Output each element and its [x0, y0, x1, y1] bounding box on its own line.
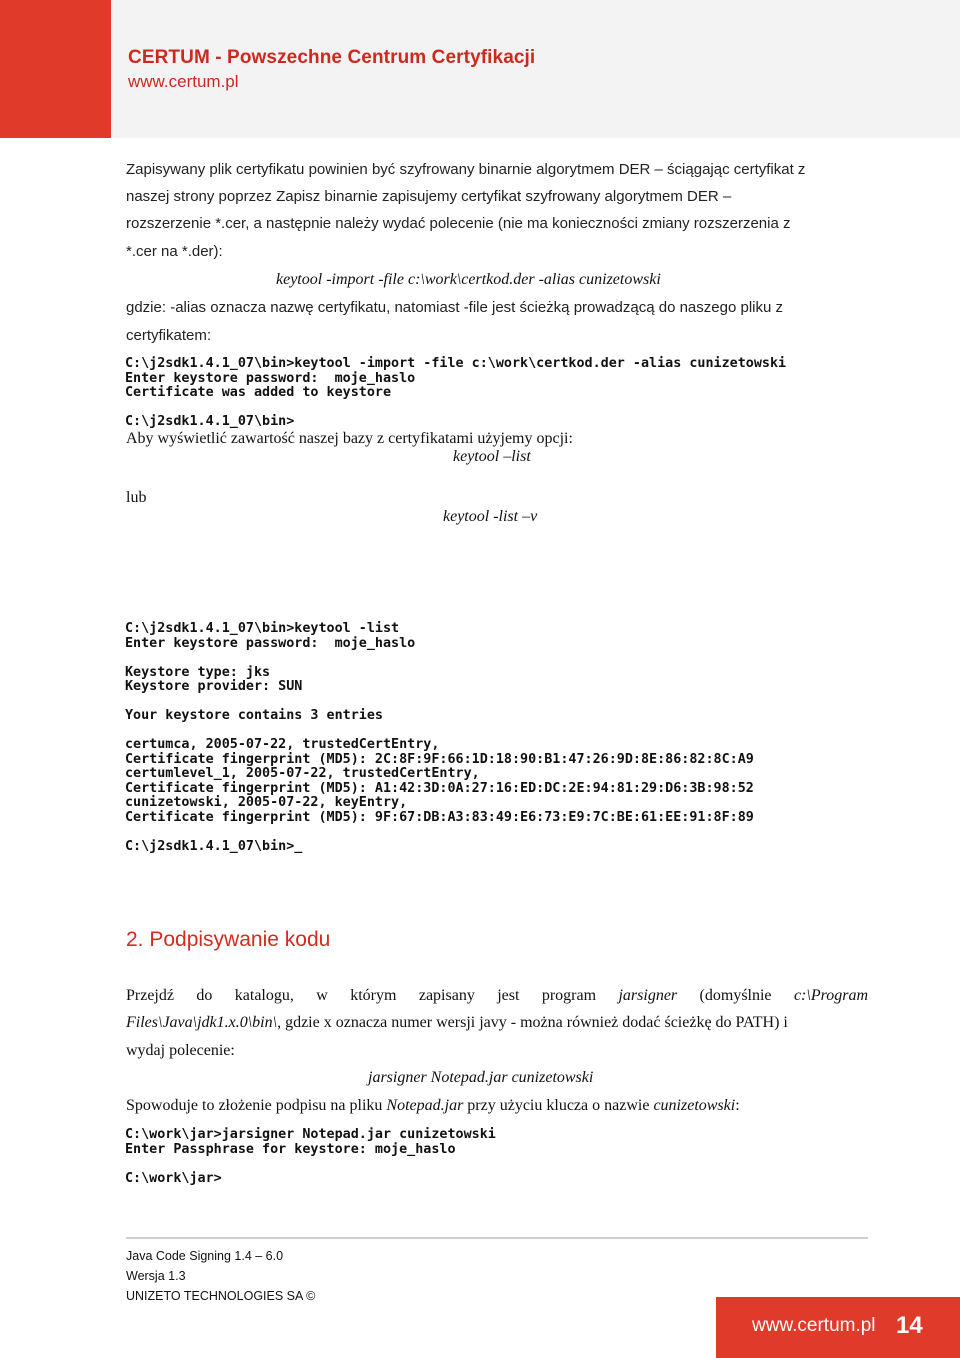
section2-line-3: wydaj polecenie: — [126, 1042, 235, 1059]
intro-line-1: Zapisywany plik certyfikatu powinien być szyfrowany binarnie algorytmem DER – ściągając certyfikat z — [126, 161, 806, 178]
console-line — [125, 651, 870, 666]
page-number: 14 — [896, 1312, 923, 1339]
text-run: Przejdź do katalogu, w którym zapisany jest program — [126, 987, 619, 1004]
header-band — [111, 0, 960, 138]
default-path-cont: Files\Java\jdk1.x.0\bin\ — [126, 1014, 278, 1031]
footer-url: www.certum.pl — [752, 1315, 876, 1336]
console-line: Certificate fingerprint (MD5): A1:42:3D:0A:27:16:ED:DC:2E:94:81:29:D6:3B:98:52 — [125, 780, 754, 796]
console-line: C:\work\jar> — [125, 1170, 222, 1186]
footer-company: UNIZETO TECHNOLOGIES SA © — [126, 1289, 316, 1303]
console-line: Certificate was added to keystore — [125, 385, 392, 400]
console-line: Enter keystore password: moje_haslo — [125, 635, 416, 651]
footer-doc-title: Java Code Signing 1.4 – 6.0 — [126, 1249, 284, 1263]
or-label: lub — [126, 489, 147, 506]
console-import-output — [125, 357, 870, 430]
console-line — [125, 724, 870, 739]
console-line: cunizetowski, 2005-07-22, keyEntry, — [125, 795, 408, 810]
console-line: Certificate fingerprint (MD5): 9F:67:DB:A3:83:49:E6:73:E9:7C:BE:61:EE:91:8F:89 — [125, 809, 754, 825]
text-run: Spowoduje to złożenie podpisu na pliku — [126, 1097, 387, 1114]
command-import: keytool -import -file c:\work\certkod.der -alias cunizetowski — [276, 271, 661, 288]
text-run: (domyślnie — [677, 987, 794, 1004]
console-line: Your keystore contains 3 entries — [125, 708, 383, 723]
console-line: C:\j2sdk1.4.1_07\bin>keytool -list — [125, 621, 400, 636]
console-line: Enter keystore password: moje_haslo — [125, 370, 416, 386]
console-line: Keystore provider: SUN — [125, 679, 303, 694]
command-list-verbose: keytool -list –v — [443, 508, 538, 525]
section-heading: 2. Podpisywanie kodu — [126, 928, 331, 951]
console-line: C:\j2sdk1.4.1_07\bin>keytool -import -file c:\work\certkod.der -alias cunizetowski — [125, 356, 787, 371]
brand-title: CERTUM - Powszechne Centrum Certyfikacji — [128, 47, 536, 68]
section2-text — [126, 987, 868, 1005]
intro-line-3: rozszerzenie *.cer, a następnie należy wydać polecenie (nie ma konieczności zmiany rozszerzenia z — [126, 215, 791, 232]
intro-line-4: *.cer na *.der): — [126, 243, 223, 260]
section2-line-2 — [126, 1014, 788, 1032]
console-line: Enter Passphrase for keystore: moje_haslo — [125, 1141, 456, 1157]
console-line — [125, 695, 870, 710]
default-path: c:\Program — [793, 987, 868, 1004]
console-line — [125, 401, 870, 416]
text-run: , gdzie x oznacza numer wersji javy - można również dodać ścieżkę do PATH) i — [277, 1014, 788, 1031]
explain-line-1: gdzie: -alias oznacza nazwę certyfikatu, natomiast -file jest ścieżką prowadzącą do naszego pliku z — [126, 299, 783, 316]
text-run: : — [735, 1097, 740, 1114]
intro-line-2: naszej strony poprzez Zapisz binarnie zapisujemy certyfikat szyfrowany algorytmem DER – — [126, 188, 732, 205]
console-line: Keystore type: jks — [125, 664, 271, 680]
explain-line-2: certyfikatem: — [126, 327, 212, 344]
program-name: jarsigner — [618, 987, 678, 1004]
list-intro: Aby wyświetlić zawartość naszej bazy z certyfikatami użyjemy opcji: — [126, 430, 573, 447]
console-line: certumlevel_1, 2005-07-22, trustedCertEntry, — [125, 766, 480, 781]
console-line: C:\j2sdk1.4.1_07\bin>_ — [125, 838, 303, 854]
header-red-block — [0, 0, 111, 138]
jar-name: Notepad.jar — [386, 1097, 464, 1114]
brand-url: www.certum.pl — [128, 72, 239, 91]
console-line: Certificate fingerprint (MD5): 2C:8F:9F:66:1D:18:90:B1:47:26:9D:8E:86:82:8C:A9 — [125, 751, 754, 767]
section2-line-1 — [126, 987, 868, 1005]
console-line — [125, 825, 870, 840]
command-sign: jarsigner Notepad.jar cunizetowski — [368, 1069, 594, 1086]
text-run: przy użyciu klucza o nazwie — [463, 1097, 654, 1114]
command-list: keytool –list — [453, 448, 531, 465]
console-sign-output — [125, 1128, 870, 1186]
console-list-output — [125, 622, 870, 854]
footer-version: Wersja 1.3 — [126, 1269, 186, 1283]
console-line: C:\work\jar>jarsigner Notepad.jar cunizetowski — [125, 1127, 496, 1142]
footer-divider — [126, 1237, 868, 1239]
console-line: C:\j2sdk1.4.1_07\bin> — [125, 414, 295, 429]
sign-result-line — [126, 1097, 740, 1115]
console-line — [125, 1157, 870, 1172]
alias-name: cunizetowski — [653, 1097, 736, 1114]
console-line: certumca, 2005-07-22, trustedCertEntry, — [125, 737, 440, 752]
